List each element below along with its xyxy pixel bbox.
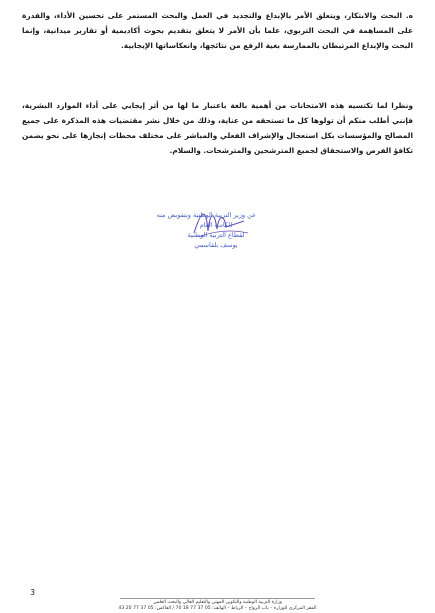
stamp-line: لقطاع التربية الوطنية [187, 231, 245, 239]
stamp-signatory: يوسف بلقاسمي [194, 241, 238, 249]
paragraph-research-innovation [22, 8, 413, 53]
footer-address: المقر المركزي للوزارة – باب الرواح – الرباط – الهاتف: 05 37 77 18 70 / الفاكس: 05 37 77 20 43 [118, 606, 317, 611]
page-number: 3 [30, 588, 36, 597]
footer-divider [120, 598, 315, 599]
official-stamp [156, 210, 256, 268]
stamp-line: الكاتب العام [199, 221, 233, 229]
paragraph-closing [22, 98, 413, 158]
paragraph-text: ه. البحث والابتكار، ويتعلق الأمر بالإبداع والتجديد في العمل والبحث المستمر على تحسين الأداء، والقدرة على المساهمة في البحث التربوي، علما بأن الأمر لا يتعلق بتقديم بحوث أكاديمية أو تقارير ميدانية، وإنما البحث والإبداع المرتبطان بالممارسة بغية الرفع من نتائجها، وانعكاساتها الإيجابية. [22, 11, 413, 50]
page-footer [90, 600, 345, 612]
stamp-line: عن وزير التربية الوطنية وبتفويض منه [156, 211, 256, 219]
footer-ministry: وزارة التربية الوطنية والتكوين المهني والتعليم العالي والبحث العلمي [153, 600, 282, 605]
paragraph-text: ونظرا لما تكتسيه هذه الامتحانات من أهمية بالغة باعتبار ما لها من أثر إيجابي على أداء الموارد البشرية، فإنني أطلب منكم أن تولوها كل ما تستحقه من عناية، وذلك من خلال نشر مقتضيات هذه المذكرة على جميع المصالح والمؤسسات بكل استعجال والإشراف الفعلي والمباشر على مختلف محطات إنجازها على نحو يضمن تكافؤ الفرص والاستحقاق لجميع المترشحين والمترشحات. والسلام. [22, 101, 413, 155]
